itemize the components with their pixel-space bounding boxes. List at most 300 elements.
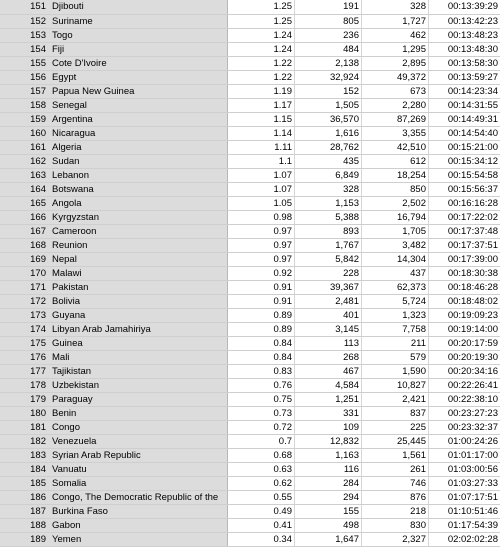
time-cell[interactable]: 01:01:17:00 [447,450,498,461]
row-rank: 162 [30,156,46,167]
value-cell-1[interactable]: 1,767 [296,239,362,252]
ratio-cell[interactable]: 1.24 [229,29,295,42]
value-cell-1[interactable]: 1,505 [296,99,362,112]
value-cell-2[interactable]: 3,482 [363,239,429,252]
value-cell-1[interactable]: 39,367 [296,281,362,294]
table-row[interactable] [0,253,500,267]
value-cell-1[interactable]: 32,924 [296,71,362,84]
value-cell-1[interactable]: 1,251 [296,393,362,406]
value-cell-2[interactable]: 2,327 [363,533,429,546]
time-cell[interactable]: 00:18:30:38 [447,268,498,279]
time-cell[interactable]: 00:17:37:51 [447,240,498,251]
row-rank: 156 [30,72,46,83]
country-cell[interactable] [0,71,228,84]
value-cell-1[interactable]: 328 [296,183,362,196]
value-cell-1[interactable]: 268 [296,351,362,364]
table-row[interactable] [0,463,500,477]
value-cell-2[interactable]: 25,445 [363,435,429,448]
ratio-cell[interactable]: 0.84 [229,351,295,364]
table-row[interactable] [0,505,500,519]
row-rank: 160 [30,128,46,139]
value-cell-2[interactable]: 3,355 [363,127,429,140]
ratio-cell[interactable]: 0.92 [229,267,295,280]
value-cell-2[interactable]: 87,269 [363,113,429,126]
value-cell-2[interactable]: 2,502 [363,197,429,210]
time-cell[interactable]: 00:22:38:10 [447,394,498,405]
value-cell-1[interactable]: 4,584 [296,379,362,392]
country-name: Bolivia [52,296,80,307]
country-cell[interactable] [0,337,228,350]
value-cell-2[interactable]: 49,372 [363,71,429,84]
row-rank: 171 [30,282,46,293]
value-cell-2[interactable]: 225 [363,421,429,434]
ratio-cell[interactable]: 0.89 [229,323,295,336]
table-row[interactable] [0,99,500,113]
country-name: Cote D'Ivoire [52,58,107,69]
table-row[interactable] [0,351,500,365]
row-rank: 158 [30,100,46,111]
ratio-cell[interactable]: 1.25 [229,0,295,14]
value-cell-1[interactable]: 1,163 [296,449,362,462]
table-row[interactable] [0,477,500,491]
time-cell[interactable]: 01:17:54:39 [447,520,498,531]
time-cell[interactable]: 00:13:42:23 [447,16,498,27]
value-cell-2[interactable]: 328 [363,0,429,14]
time-cell[interactable]: 00:17:22:02 [447,212,498,223]
country-name: Djibouti [52,1,84,12]
country-cell[interactable] [0,127,228,140]
value-cell-1[interactable]: 28,762 [296,141,362,154]
country-name: Lebanon [52,170,89,181]
table-row[interactable] [0,29,500,43]
value-cell-2[interactable]: 1,295 [363,43,429,56]
time-cell[interactable]: 00:20:34:16 [447,366,498,377]
value-cell-1[interactable]: 1,616 [296,127,362,140]
country-name: Uzbekistan [52,380,99,391]
table-row[interactable] [0,309,500,323]
country-cell[interactable] [0,0,228,14]
ratio-cell[interactable]: 1.14 [229,127,295,140]
country-name: Malawi [52,268,82,279]
time-cell[interactable]: 00:23:27:23 [447,408,498,419]
row-rank: 153 [30,30,46,41]
value-cell-1[interactable]: 331 [296,407,362,420]
country-cell[interactable] [0,169,228,182]
table-row[interactable] [0,71,500,85]
time-cell[interactable]: 00:14:49:31 [447,114,498,125]
time-cell[interactable]: 00:19:14:00 [447,324,498,335]
time-cell[interactable]: 02:02:02:28 [447,534,498,545]
country-name: Reunion [52,240,88,251]
time-cell[interactable]: 00:14:23:34 [447,86,498,97]
row-rank: 165 [30,198,46,209]
value-cell-2[interactable]: 673 [363,85,429,98]
country-cell[interactable] [0,477,228,490]
value-cell-2[interactable]: 14,304 [363,253,429,266]
table-row[interactable] [0,491,500,505]
value-cell-1[interactable]: 191 [296,0,362,14]
value-cell-2[interactable]: 218 [363,505,429,518]
time-cell[interactable]: 00:15:54:58 [447,170,498,181]
row-rank: 180 [30,408,46,419]
row-rank: 176 [30,352,46,363]
value-cell-1[interactable]: 152 [296,85,362,98]
table-row[interactable] [0,85,500,99]
table-row[interactable] [0,197,500,211]
country-cell[interactable] [0,421,228,434]
row-rank: 172 [30,296,46,307]
value-cell-2[interactable]: 1,561 [363,449,429,462]
table-row[interactable] [0,0,500,15]
country-cell[interactable] [0,141,228,154]
country-name: Paraguay [52,394,93,405]
country-cell[interactable] [0,407,228,420]
value-cell-2[interactable]: 876 [363,491,429,504]
row-rank: 154 [30,44,46,55]
country-name: Venezuela [52,436,97,447]
value-cell-1[interactable]: 498 [296,519,362,532]
row-rank: 173 [30,310,46,321]
table-row[interactable] [0,393,500,407]
country-name: Pakistan [52,282,89,293]
ratio-cell[interactable]: 1.19 [229,85,295,98]
ratio-cell[interactable]: 1.17 [229,99,295,112]
table-row[interactable] [0,295,500,309]
table-row[interactable] [0,281,500,295]
ratio-cell[interactable]: 1.22 [229,57,295,70]
time-cell[interactable]: 00:18:46:28 [447,282,498,293]
country-name: Vanuatu [52,464,87,475]
value-cell-2[interactable]: 42,510 [363,141,429,154]
time-cell[interactable]: 00:13:59:27 [447,72,498,83]
country-name: Somalia [52,478,87,489]
country-cell[interactable] [0,309,228,322]
row-rank: 152 [30,16,46,27]
value-cell-1[interactable]: 155 [296,505,362,518]
ratio-cell[interactable]: 0.73 [229,407,295,420]
row-rank: 182 [30,436,46,447]
value-cell-1[interactable]: 6,849 [296,169,362,182]
country-name: Angola [52,198,82,209]
country-name: Suriname [52,16,93,27]
table-row[interactable] [0,183,500,197]
ratio-cell[interactable]: 1.05 [229,197,295,210]
ratio-cell[interactable]: 0.7 [229,435,295,448]
row-rank: 170 [30,268,46,279]
ratio-cell[interactable]: 0.55 [229,491,295,504]
time-cell[interactable]: 00:15:21:00 [447,142,498,153]
time-cell[interactable]: 00:16:16:28 [447,198,498,209]
table-row[interactable] [0,449,500,463]
value-cell-1[interactable]: 36,570 [296,113,362,126]
time-cell[interactable]: 00:15:34:12 [447,156,498,167]
value-cell-1[interactable]: 113 [296,337,362,350]
value-cell-1[interactable]: 116 [296,463,362,476]
country-cell[interactable] [0,43,228,56]
value-cell-2[interactable]: 62,373 [363,281,429,294]
country-name: Sudan [52,156,80,167]
value-cell-2[interactable]: 462 [363,29,429,42]
row-rank: 177 [30,366,46,377]
value-cell-2[interactable]: 5,724 [363,295,429,308]
country-cell[interactable] [0,393,228,406]
time-cell[interactable]: 01:03:27:33 [447,478,498,489]
ratio-cell[interactable]: 0.97 [229,239,295,252]
table-row[interactable] [0,379,500,393]
country-cell[interactable] [0,435,228,448]
table-row[interactable] [0,15,500,29]
ratio-cell[interactable]: 0.91 [229,281,295,294]
country-name: Botswana [52,184,94,195]
country-cell[interactable] [0,225,228,238]
ratio-cell[interactable]: 1.24 [229,43,295,56]
table-row[interactable] [0,267,500,281]
ratio-cell[interactable]: 0.72 [229,421,295,434]
ratio-cell[interactable]: 0.75 [229,393,295,406]
row-rank: 181 [30,422,46,433]
ratio-cell[interactable]: 0.91 [229,295,295,308]
value-cell-2[interactable]: 16,794 [363,211,429,224]
ratio-cell[interactable]: 0.41 [229,519,295,532]
ratio-cell[interactable]: 0.76 [229,379,295,392]
row-rank: 186 [30,492,46,503]
value-cell-1[interactable]: 484 [296,43,362,56]
ratio-cell[interactable]: 0.84 [229,337,295,350]
value-cell-2[interactable]: 837 [363,407,429,420]
country-name: Algeria [52,142,82,153]
country-cell[interactable] [0,29,228,42]
value-cell-1[interactable]: 435 [296,155,362,168]
value-cell-2[interactable]: 261 [363,463,429,476]
ratio-cell[interactable]: 1.15 [229,113,295,126]
time-cell[interactable]: 01:10:51:46 [447,506,498,517]
country-cell[interactable] [0,15,228,28]
value-cell-1[interactable]: 5,388 [296,211,362,224]
table-row[interactable] [0,519,500,533]
value-cell-1[interactable]: 467 [296,365,362,378]
ratio-cell[interactable]: 0.97 [229,253,295,266]
row-rank: 163 [30,170,46,181]
row-rank: 174 [30,324,46,335]
table-row[interactable] [0,533,500,547]
row-rank: 175 [30,338,46,349]
country-name: Guinea [52,338,83,349]
row-rank: 164 [30,184,46,195]
table-row[interactable] [0,365,500,379]
ratio-cell[interactable]: 1.1 [229,155,295,168]
table-row[interactable] [0,407,500,421]
ratio-cell[interactable]: 0.62 [229,477,295,490]
value-cell-1[interactable]: 294 [296,491,362,504]
ratio-cell[interactable]: 1.22 [229,71,295,84]
time-cell[interactable]: 00:13:58:30 [447,58,498,69]
value-cell-2[interactable]: 579 [363,351,429,364]
time-cell[interactable]: 00:17:39:00 [447,254,498,265]
country-cell[interactable] [0,155,228,168]
row-rank: 167 [30,226,46,237]
value-cell-1[interactable]: 805 [296,15,362,28]
value-cell-2[interactable]: 211 [363,337,429,350]
country-name: Egypt [52,72,77,83]
row-rank: 185 [30,478,46,489]
time-cell[interactable]: 01:07:17:51 [447,492,498,503]
row-rank: 178 [30,380,46,391]
table-row[interactable] [0,127,500,141]
time-cell[interactable]: 00:14:31:55 [447,100,498,111]
country-cell[interactable] [0,239,228,252]
time-cell[interactable]: 00:17:37:48 [447,226,498,237]
value-cell-1[interactable]: 3,145 [296,323,362,336]
country-cell[interactable] [0,323,228,336]
time-cell[interactable]: 00:14:54:40 [447,128,498,139]
country-cell[interactable] [0,505,228,518]
table-row[interactable] [0,421,500,435]
time-cell[interactable]: 00:20:19:30 [447,352,498,363]
value-cell-1[interactable]: 284 [296,477,362,490]
country-cell[interactable] [0,519,228,532]
value-cell-2[interactable]: 7,758 [363,323,429,336]
value-cell-2[interactable]: 2,280 [363,99,429,112]
table-row[interactable] [0,225,500,239]
country-cell[interactable] [0,113,228,126]
time-cell[interactable]: 00:20:17:59 [447,338,498,349]
country-cell[interactable] [0,281,228,294]
value-cell-1[interactable]: 2,138 [296,57,362,70]
value-cell-2[interactable]: 1,323 [363,309,429,322]
table-row[interactable] [0,141,500,155]
time-cell[interactable]: 00:18:48:02 [447,296,498,307]
value-cell-2[interactable]: 1,727 [363,15,429,28]
time-cell[interactable]: 00:13:39:29 [447,1,498,12]
country-name: Togo [52,30,73,41]
value-cell-1[interactable]: 228 [296,267,362,280]
table-row[interactable] [0,435,500,449]
time-cell[interactable]: 00:23:32:37 [447,422,498,433]
country-cell[interactable] [0,183,228,196]
country-cell[interactable] [0,211,228,224]
value-cell-1[interactable]: 236 [296,29,362,42]
value-cell-2[interactable]: 2,421 [363,393,429,406]
country-cell[interactable] [0,491,228,504]
row-rank: 179 [30,394,46,405]
time-cell[interactable]: 00:15:56:37 [447,184,498,195]
country-cell[interactable] [0,449,228,462]
country-cell[interactable] [0,463,228,476]
ratio-cell[interactable]: 0.68 [229,449,295,462]
value-cell-2[interactable]: 850 [363,183,429,196]
table-row[interactable] [0,211,500,225]
country-cell[interactable] [0,533,228,546]
value-cell-1[interactable]: 893 [296,225,362,238]
country-name: Gabon [52,520,81,531]
row-rank: 161 [30,142,46,153]
value-cell-2[interactable]: 2,895 [363,57,429,70]
value-cell-1[interactable]: 12,832 [296,435,362,448]
row-rank: 187 [30,506,46,517]
table-row[interactable] [0,43,500,57]
country-name: Mali [52,352,70,363]
row-rank: 157 [30,86,46,97]
value-cell-2[interactable]: 830 [363,519,429,532]
table-row[interactable] [0,57,500,71]
time-cell[interactable]: 01:00:24:26 [447,436,498,447]
value-cell-2[interactable]: 437 [363,267,429,280]
country-name: Nepal [52,254,77,265]
time-cell[interactable]: 00:13:48:30 [447,44,498,55]
value-cell-1[interactable]: 1,647 [296,533,362,546]
ratio-cell[interactable]: 0.83 [229,365,295,378]
value-cell-1[interactable]: 1,153 [296,197,362,210]
time-cell[interactable]: 01:03:00:56 [447,464,498,475]
value-cell-2[interactable]: 10,827 [363,379,429,392]
country-name: Congo [52,422,80,433]
ratio-cell[interactable]: 0.98 [229,211,295,224]
table-row[interactable] [0,239,500,253]
value-cell-2[interactable]: 1,590 [363,365,429,378]
country-cell[interactable] [0,253,228,266]
time-cell[interactable]: 00:22:26:41 [447,380,498,391]
table-row[interactable] [0,323,500,337]
ratio-cell[interactable]: 0.89 [229,309,295,322]
time-cell[interactable]: 00:19:09:23 [447,310,498,321]
ratio-cell[interactable]: 1.07 [229,169,295,182]
ratio-cell[interactable]: 1.07 [229,183,295,196]
country-name: Benin [52,408,77,419]
country-cell[interactable] [0,379,228,392]
country-cell[interactable] [0,267,228,280]
table-row[interactable] [0,113,500,127]
ratio-cell[interactable]: 0.97 [229,225,295,238]
country-cell[interactable] [0,85,228,98]
row-rank: 151 [30,1,46,12]
table-row[interactable] [0,155,500,169]
country-name: Guyana [52,310,86,321]
value-cell-1[interactable]: 109 [296,421,362,434]
country-cell[interactable] [0,365,228,378]
value-cell-1[interactable]: 2,481 [296,295,362,308]
country-name: Cameroon [52,226,97,237]
country-name: Yemen [52,534,82,545]
country-cell[interactable] [0,351,228,364]
country-cell[interactable] [0,57,228,70]
value-cell-1[interactable]: 5,842 [296,253,362,266]
row-rank: 188 [30,520,46,531]
country-name: Argentina [52,114,93,125]
country-cell[interactable] [0,99,228,112]
value-cell-2[interactable]: 1,705 [363,225,429,238]
row-rank: 184 [30,464,46,475]
value-cell-2[interactable]: 612 [363,155,429,168]
time-cell[interactable]: 00:13:48:23 [447,30,498,41]
country-cell[interactable] [0,295,228,308]
country-name: Syrian Arab Republic [52,450,141,461]
row-rank: 155 [30,58,46,69]
country-name: Fiji [52,44,65,55]
row-rank: 183 [30,450,46,461]
table-row[interactable] [0,169,500,183]
country-name: Nicaragua [52,128,96,139]
table-row[interactable] [0,337,500,351]
value-cell-2[interactable]: 18,254 [363,169,429,182]
ratio-cell[interactable]: 0.49 [229,505,295,518]
ratio-cell[interactable]: 0.34 [229,533,295,546]
value-cell-1[interactable]: 401 [296,309,362,322]
country-cell[interactable] [0,197,228,210]
ratio-cell[interactable]: 0.63 [229,463,295,476]
value-cell-2[interactable]: 746 [363,477,429,490]
ratio-cell[interactable]: 1.11 [229,141,295,154]
ratio-cell[interactable]: 1.25 [229,15,295,28]
